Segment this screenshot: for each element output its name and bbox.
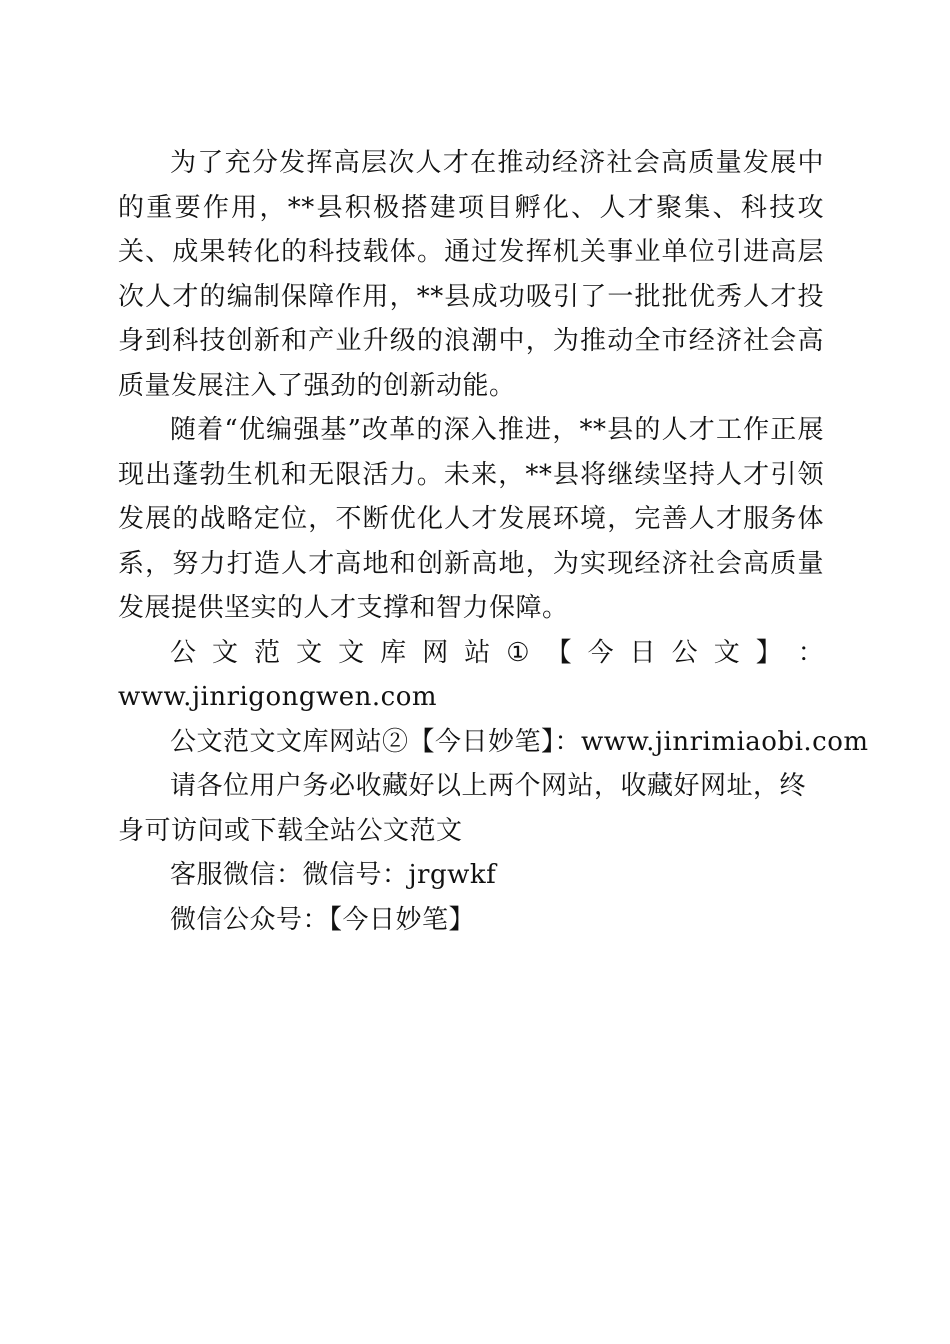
site1-label-char: 范 [254, 637, 281, 668]
paragraph-2: 随着“优编强基”改革的深入推进，**县的人才工作正展现出蓬勃生机和无限活力。未来，**县将继续坚持人才引领发展的战略定位，不断优化人才发展环境，完善人才服务体系，努力打造人才高地和创新高地，为实现经济社会高质量发展提供坚实的人才支撑和智力保障。 [118, 415, 824, 623]
bookmark-notice: 请各位用户务必收藏好以上两个网站，收藏好网址，终身可访问或下载全站公文范文 [118, 771, 807, 846]
site1-label-char: 公 [170, 637, 197, 668]
site1-label-char: 】 [755, 637, 782, 668]
site1-label-char: 公 [671, 637, 698, 668]
wechat-public-account: 微信公众号：【今日妙笔】 [170, 904, 476, 935]
site1-label-char: 文 [212, 637, 239, 668]
site1-label-char: 今 [587, 637, 614, 668]
site1-label-char: ① [506, 637, 530, 668]
site1-label-char: 文 [296, 637, 323, 668]
document-body [118, 141, 869, 942]
site1-label-char: 日 [629, 637, 656, 668]
site2-line: 公文范文文库网站②【今日妙笔】：www.jinrimiaobi.com [170, 726, 869, 757]
site1-label-char: 【 [545, 637, 572, 668]
site1-label-char: 网 [422, 637, 449, 668]
paragraph-1: 为了充分发挥高层次人才在推动经济社会高质量发展中的重要作用，**县积极搭建项目孵化、人才聚集、科技攻关、成果转化的科技载体。通过发挥机关事业单位引进高层次人才的编制保障作用，**县成功吸引了一批批优秀人才投身到科技创新和产业升级的浪潮中，为推动全市经济社会高质量发展注入了强劲的创新动能。 [118, 148, 824, 401]
site1-label-char: ： [797, 637, 824, 668]
site1-label-char: 文 [338, 637, 365, 668]
site1-url: www.jinrigongwen.com [118, 682, 438, 712]
site1-label-char: 库 [380, 637, 407, 668]
site1-label-char: 站 [464, 637, 491, 668]
site1-label [118, 631, 824, 676]
wechat-service: 客服微信：微信号：jrgwkf [170, 860, 497, 890]
site1-label-char: 文 [713, 637, 740, 668]
